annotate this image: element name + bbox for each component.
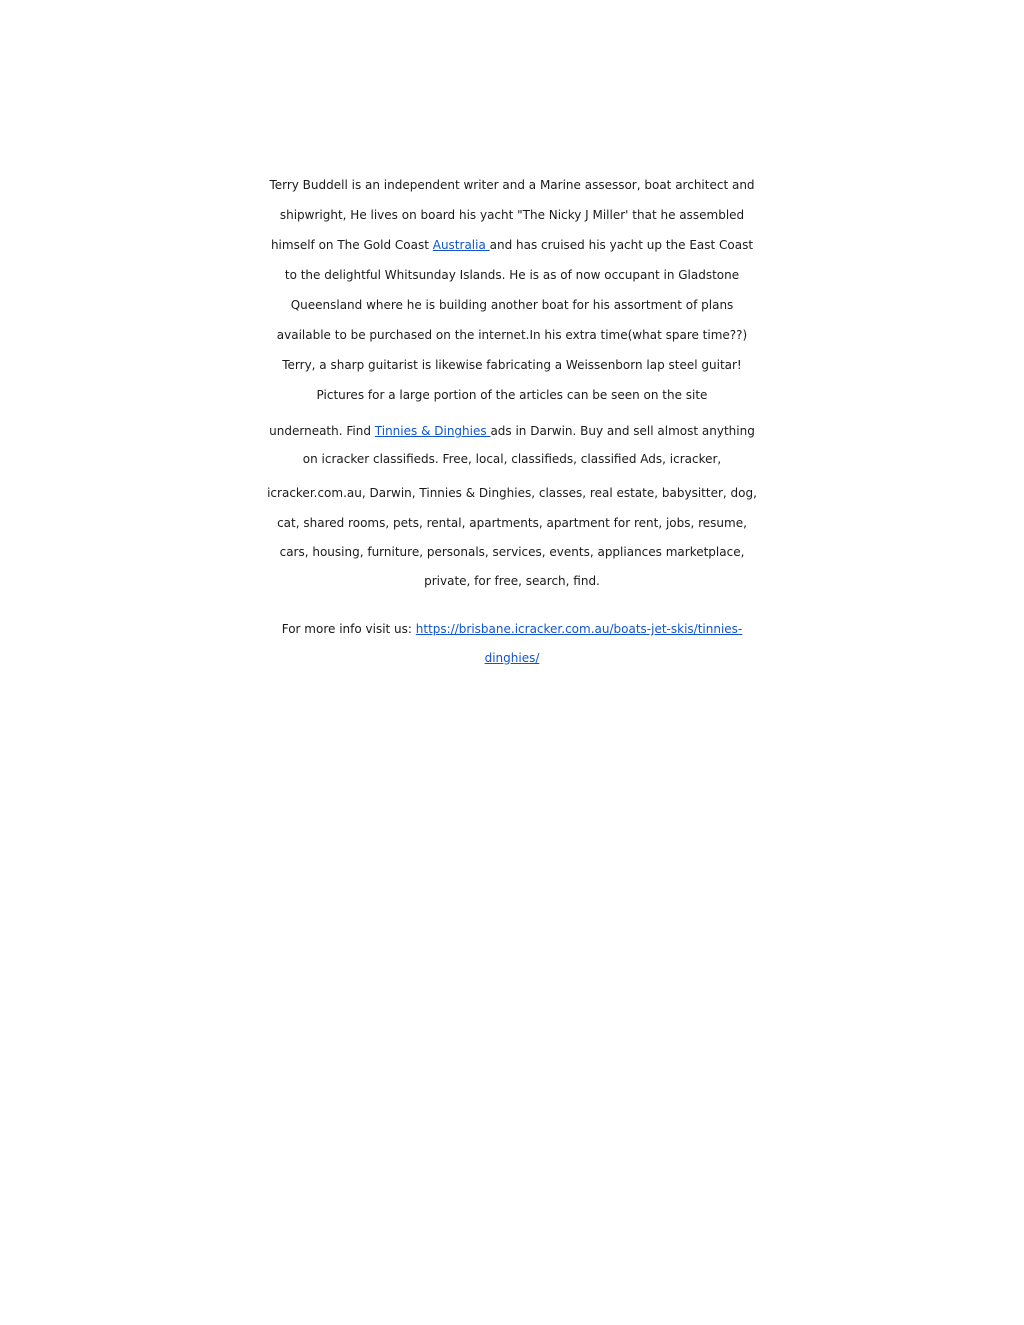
bio-line-3-end: and has cruised his yacht up the East Coast: [489, 238, 754, 252]
ads-line-5: cars, housing, furniture, personals, services, events, appliances marketplace,: [279, 545, 745, 559]
ads-line-1-start: underneath. Find: [269, 424, 375, 438]
more-info-url-link[interactable]: https://brisbane.icracker.com.au/boats-jet-skis/tinnies-: [415, 622, 743, 636]
bio-line-5: Queensland where he is building another boat for his assortment of plans: [290, 298, 734, 312]
ads-line-1: [0, 419, 1024, 443]
bio-line-1: Terry Buddell is an independent writer and a Marine assessor, boat architect and: [269, 178, 755, 192]
ads-line-4: cat, shared rooms, pets, rental, apartments, apartment for rent, jobs, resume,: [277, 516, 747, 530]
bio-line-8: Pictures for a large portion of the articles can be seen on the site: [316, 388, 708, 402]
bio-line-6: available to be purchased on the internet.In his extra time(what spare time??): [276, 328, 748, 342]
bio-line-4: to the delightful Whitsunday Islands. He is as of now occupant in Gladstone: [284, 268, 740, 282]
bio-line-7: Terry, a sharp guitarist is likewise fabricating a Weissenborn lap steel guitar!: [282, 358, 742, 372]
bio-line-3-start: himself on The Gold Coast: [270, 238, 433, 252]
australia-link[interactable]: Australia: [432, 238, 490, 252]
bio-line-3: [0, 233, 1024, 257]
ads-line-6: private, for free, search, find.: [424, 574, 600, 588]
tinnies-dinghies-link[interactable]: Tinnies & Dinghies: [374, 424, 491, 438]
more-info-line-2: [0, 646, 1024, 670]
ads-line-1-end: ads in Darwin. Buy and sell almost anything: [490, 424, 755, 438]
more-info-line: [0, 617, 1024, 641]
more-info-url-link-continued[interactable]: dinghies/: [484, 651, 540, 665]
ads-line-3: icracker.com.au, Darwin, Tinnies & Dinghies, classes, real estate, babysitter, dog,: [267, 486, 757, 500]
more-info-label: For more info visit us:: [281, 622, 416, 636]
ads-line-2: on icracker classifieds. Free, local, classifieds, classified Ads, icracker,: [302, 452, 722, 466]
bio-line-2: shipwright, He lives on board his yacht "The Nicky J Miller' that he assembled: [279, 208, 745, 222]
